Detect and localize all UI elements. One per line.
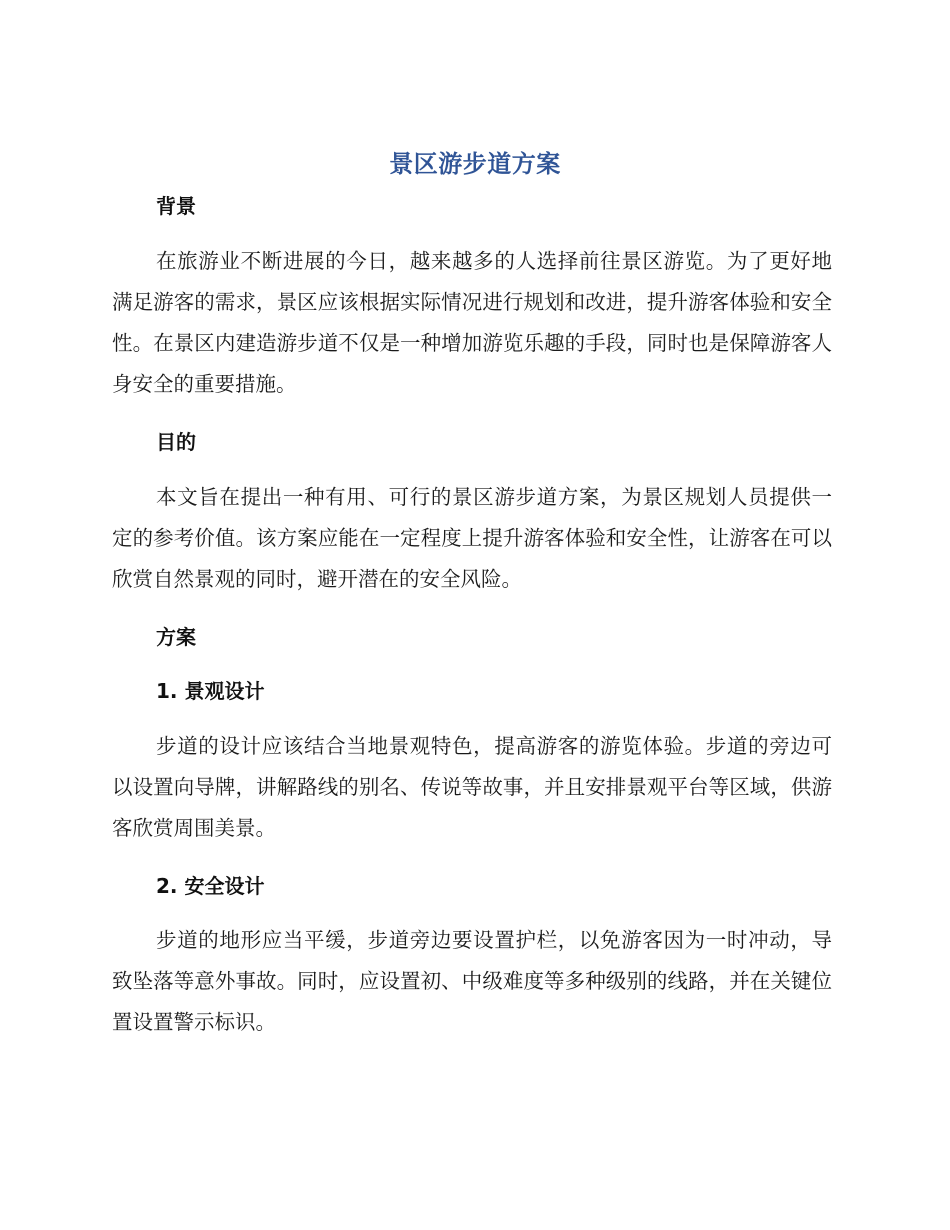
- document-title: 景区游步道方案: [389, 150, 561, 178]
- section-heading-purpose: 目的: [156, 430, 196, 454]
- section-heading-safety-design: 2. 安全设计: [156, 874, 265, 898]
- section-paragraph-landscape-design: 步道的设计应该结合当地景观特色，提高游客的游览体验。步道的旁边可以设置向导牌，讲解路线的别名、传说等故事，并且安排景观平台等区域，供游客欣赏周围美景。: [112, 734, 832, 840]
- section-heading-landscape-design: 1. 景观设计: [156, 679, 265, 703]
- section-paragraph-background: 在旅游业不断进展的今日，越来越多的人选择前往景区游览。为了更好地满足游客的需求，景区应该根据实际情况进行规划和改进，提升游客体验和安全性。在景区内建造游步道不仅是一种增加游览乐趣的手段，同时也是保障游客人身安全的重要措施。: [112, 249, 832, 396]
- section-paragraph-safety-design: 步道的地形应当平缓，步道旁边要设置护栏，以免游客因为一时冲动，导致坠落等意外事故。同时，应设置初、中级难度等多种级别的线路，并在关键位置设置警示标识。: [112, 928, 832, 1034]
- section-heading-plan: 方案: [156, 625, 196, 649]
- section-heading-background: 背景: [156, 194, 196, 218]
- section-paragraph-purpose: 本文旨在提出一种有用、可行的景区游步道方案，为景区规划人员提供一定的参考价值。该方案应能在一定程度上提升游客体验和安全性，让游客在可以欣赏自然景观的同时，避开潜在的安全风险。: [112, 485, 832, 591]
